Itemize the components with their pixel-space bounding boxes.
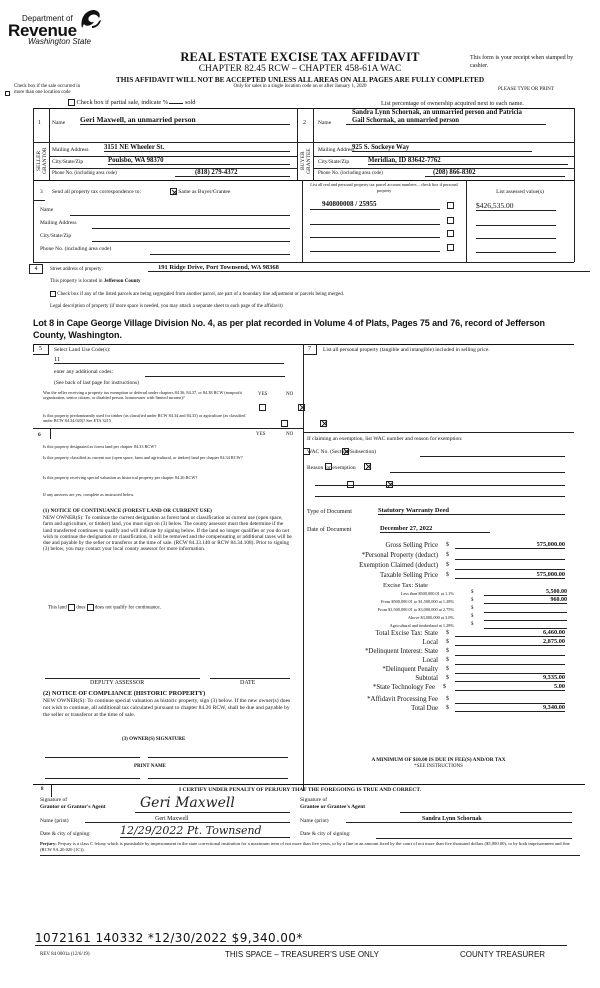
doc-type-label: Type of Document <box>307 509 352 515</box>
additional-codes-label: enter any additional codes: <box>54 369 114 375</box>
section3-city-field[interactable] <box>92 241 290 242</box>
section6-number: 6 <box>38 432 41 438</box>
total-excise-state-field[interactable]: 6,460.00 <box>455 629 565 637</box>
no-checkbox[interactable] <box>298 404 305 411</box>
total-due-field[interactable]: 9,340.00 <box>455 704 565 712</box>
grantee-date-field[interactable] <box>376 838 572 839</box>
does-label: does <box>76 605 86 611</box>
grantor-signature[interactable]: Geri Maxwell <box>140 795 235 811</box>
calc-row: Local $ <box>303 657 574 666</box>
yes-header: YES <box>256 432 266 437</box>
date-label: DATE <box>240 680 256 686</box>
personal-property-checkbox[interactable] <box>447 202 454 209</box>
multi-location-label: Check box if the sale occurred in more than one location code <box>14 84 81 95</box>
buyer-name-line1[interactable]: Sandra Lynn Schornak, an unmarried person and Patricia <box>352 109 522 116</box>
continuance-row <box>48 604 161 611</box>
no-checkbox[interactable] <box>320 420 327 427</box>
county-prefix: This property is located in <box>50 279 103 284</box>
technology-fee-field[interactable]: 5.00 <box>455 683 565 691</box>
calc-row: Above $3,000,000 at 3.0% $ <box>303 614 574 622</box>
current-use-question: Is this property classified as current use (open space, farm and agricultural, or timber) land per chapter 84.34 RCW? <box>43 455 243 460</box>
reason-field[interactable] <box>390 472 565 473</box>
logo-revenue-text: Revenue <box>8 21 77 40</box>
personal-property-field[interactable] <box>455 551 565 560</box>
segregated-checkbox[interactable] <box>50 291 56 297</box>
does-checkbox[interactable] <box>68 604 75 611</box>
land-use-instructions: (See back of last page for instructions) <box>54 380 139 386</box>
legal-description-line2[interactable]: County, Washington. <box>33 330 122 340</box>
buyer-city-label: City/State/Zip <box>318 159 350 165</box>
parcel-number-field[interactable] <box>310 215 440 225</box>
taxable-selling-price-field[interactable]: 575,000.00 <box>455 571 565 579</box>
owner-signature-label: (3) OWNER(S) SIGNATURE <box>122 737 186 742</box>
seller-mailing-label: Mailing Address <box>52 147 89 153</box>
logo-department-text: Department of <box>22 14 73 23</box>
land-use-field[interactable]: 11 <box>54 356 284 364</box>
section7-number: 7 <box>303 345 317 355</box>
notice-continuance-title: (1) NOTICE OF CONTINUANCE (FOREST LAND OR CURRENT USE) <box>43 508 212 514</box>
assessed-value-field[interactable] <box>476 229 556 239</box>
see-instructions-note: *SEE INSTRUCTIONS <box>414 764 463 769</box>
doc-date-field[interactable]: December 27, 2022 <box>380 525 490 533</box>
if-yes-note: If any answers are yes, complete as instructed below. <box>43 492 135 497</box>
seller-phone-label: Phone No. (including area code) <box>52 171 117 176</box>
section3-mailing-field[interactable] <box>92 228 290 229</box>
exemption-label: If claiming an exemption, list WAC number and reason for exemption: <box>307 436 463 442</box>
land-use-label: Select Land Use Code(s): <box>54 347 111 353</box>
form-title: REAL ESTATE EXCISE TAX AFFIDAVIT <box>180 50 420 64</box>
parcel-row <box>310 200 460 210</box>
seller-section-number: 1 <box>38 120 41 126</box>
section3-number: 3 <box>40 189 43 195</box>
logo-state-text: Washington State <box>28 37 92 46</box>
calc-row: *State Technology Fee $ 5.00 <box>372 683 565 691</box>
receipt-note: This form is your receipt when stamped by cashier. <box>470 55 574 69</box>
section3-label: Send all property tax correspondence to: <box>52 189 142 195</box>
section3-name-field[interactable] <box>70 215 290 216</box>
assessed-value-field[interactable] <box>476 243 556 253</box>
calc-row: Agricultural and timberland at 1.28% $ <box>303 622 574 630</box>
deputy-assessor-label: DEPUTY ASSESSOR <box>90 680 145 686</box>
partial-sale-percent-field[interactable] <box>169 103 183 104</box>
grantor-signature-label1: Signature of <box>40 797 68 803</box>
historical-question: Is this property receiving special valuation as historical property per chapter 84.26 RCW? <box>43 475 198 480</box>
assessor-date-line[interactable] <box>210 678 290 679</box>
buyer-mailing-field[interactable]: 925 S. Sockeye Way <box>352 144 532 152</box>
parcel-number-field[interactable] <box>310 242 440 252</box>
print-name-line[interactable] <box>148 778 288 779</box>
seller-city-field[interactable]: Poulsbo, WA 98370 <box>108 157 290 165</box>
section3-phone-label: Phone No. (including area code) <box>40 246 112 252</box>
personal-property-checkbox[interactable] <box>447 230 454 237</box>
print-name-label: PRINT NAME <box>134 764 166 769</box>
does-not-label: does not qualify for continuance. <box>94 605 161 611</box>
assessed-header: List assessed value(s) <box>496 189 544 195</box>
parcel-row <box>310 228 460 238</box>
print-name-line[interactable] <box>45 778 140 779</box>
form-id: REV 84 0001a (12/6/19) <box>40 952 90 957</box>
street-label: Street address of property: <box>50 267 103 272</box>
does-not-checkbox[interactable] <box>87 604 94 611</box>
county-value: Jefferson County <box>103 279 141 284</box>
owner-signature-line[interactable] <box>45 757 140 758</box>
calc-row: Taxable Selling Price $ 575,000.00 <box>379 571 565 579</box>
buyer-side-label: BUYER GRANTEE <box>300 148 312 174</box>
no-checkbox[interactable] <box>364 463 371 470</box>
county-row <box>50 279 141 284</box>
segregated-label: Check box if any of the listed parcels are being segregated from another parcel, are part of a boundary line adjustment or parcels being merged. <box>57 292 344 298</box>
calc-row: Total Due $ 9,340.00 <box>411 704 565 712</box>
calc-row: *Delinquent Interest: State $ <box>303 648 574 657</box>
form-warning: THIS AFFIDAVIT WILL NOT BE ACCEPTED UNLESS ALL AREAS ON ALL PAGES ARE FULLY COMPLETED <box>115 75 485 84</box>
parcel-row <box>310 242 460 252</box>
calc-row: Exemption Claimed (deduct) $ <box>303 561 574 571</box>
seller-city-label: City/State/Zip <box>52 159 84 165</box>
reason-field-line3[interactable] <box>315 496 565 497</box>
affidavit-processing-fee-field[interactable] <box>455 695 565 704</box>
additional-codes-field[interactable] <box>145 376 285 377</box>
multi-location-checkbox[interactable] <box>5 91 10 96</box>
segregated-row <box>50 291 344 297</box>
notice-compliance-title: (2) NOTICE OF COMPLIANCE (HISTORIC PROPERTY) <box>43 690 206 697</box>
seller-name-field[interactable]: Geri Maxwell, an unmarried person <box>80 115 290 125</box>
reason-label: Reason for exemption <box>307 465 356 471</box>
timber-question: Is this property predominantly used for timber (as classified under RCW 84.34 and 84.33) or agriculture (as classified under RCW 84.34.020)? See ETA 3215 <box>43 413 246 424</box>
grantee-signature-field[interactable] <box>400 812 572 813</box>
grantor-signature-label2: Grantor or Grantor's Agent <box>40 804 106 810</box>
delinquent-penalty-field[interactable] <box>455 665 565 674</box>
treasurer-use-label: THIS SPACE – TREASURER'S USE ONLY <box>225 950 380 959</box>
seller-mailing-field[interactable]: 3151 NE Wheeler St. <box>104 144 290 152</box>
same-as-buyer-row <box>170 188 230 195</box>
grantor-date-field[interactable]: 12/29/2022 Pt. Townsend <box>120 824 290 838</box>
owner-signature-line[interactable] <box>148 757 288 758</box>
seller-name-label: Name <box>52 120 66 126</box>
calc-row: Subtotal $ 9,335.00 <box>415 674 565 682</box>
delinquent-interest-local-field[interactable] <box>455 656 565 665</box>
perjury-notice: Perjury: Perjury is a class C felony which is punishable by imprisonment in the state correctional institution for a maximum term of not more than five years, or by a fine in an amount fixed by the court of not more than five thousand dollars ($5,000.00), or by both imprisonment and fine (RCW 9A.20.020 (1C)). <box>40 841 570 852</box>
buyer-name-line2[interactable]: Gail Schornak, an unmarried person <box>346 117 546 125</box>
tax-tier3-field[interactable] <box>484 605 567 613</box>
personal-property-label: List all personal property (tangible and intangible) included in selling price. <box>323 347 490 353</box>
this-land-label: This land <box>48 605 67 611</box>
certify-statement: I CERTIFY UNDER PENALTY OF PERJURY THAT THE FOREGOING IS TRUE AND CORRECT. <box>178 787 421 793</box>
grantee-signature-label2: Grantee or Grantee's Agent <box>300 804 366 810</box>
buyer-phone-label: Phone No. (including area code) <box>318 171 383 176</box>
buyer-city-field[interactable]: Meridian, ID 83642-7762 <box>368 157 568 165</box>
tax-tier4-field[interactable] <box>484 613 567 621</box>
gross-selling-price-field[interactable]: 575,000.00 <box>455 541 565 549</box>
divider <box>33 180 574 181</box>
tax-tier2-field[interactable]: 960.00 <box>484 597 567 604</box>
legal-description-label: Legal description of property (if more space is needed, you may attach a separate sheet to each page of the affidavit) <box>50 304 283 309</box>
form-only-note: Only for sales in a single location code on or after January 1, 2020 <box>233 84 367 89</box>
parcel-number-field[interactable]: 940800008 / 25955 <box>310 200 440 210</box>
section4-number: 4 <box>29 264 43 274</box>
calc-row: From $500,000.01 to $1,500,000 at 1.28% $ 960.00 <box>380 597 567 604</box>
section3-name-label: Name <box>40 207 54 213</box>
subtotal-field[interactable]: 9,335.00 <box>455 674 565 682</box>
calc-row: From $1,500,000.01 to $3,000,000 at 2.75% $ <box>303 606 574 614</box>
partial-sale-checkbox[interactable] <box>68 99 75 106</box>
personal-property-checkbox[interactable] <box>447 244 454 251</box>
same-as-buyer-label: Same as Buyer/Grantee <box>178 188 231 195</box>
grantee-name-field[interactable]: Sandra Lynn Schornak <box>346 816 572 823</box>
calc-row: Less than $500,000.01 at 1.1% $ 5,500.00 <box>400 589 567 596</box>
parcel-number-field[interactable] <box>310 228 440 238</box>
section5-number: 5 <box>33 345 49 355</box>
parcel-row <box>310 215 460 225</box>
partial-sale-row <box>68 99 195 106</box>
grantee-name-label: Name (print) <box>300 818 329 824</box>
notice-compliance-body: NEW OWNER(S): To continue special valuation as historic property, sign (3) below. If the new owner(s) does not wish to continue, all additional tax calculated pursuant to chapter 84.26 RCW, shall be due and payable by the seller or transferor at the time of sale. <box>43 698 291 718</box>
buyer-section-number: 2 <box>303 120 306 126</box>
calc-row: *Affidavit Processing Fee $ <box>303 696 574 705</box>
delinquent-interest-state-field[interactable] <box>455 647 565 656</box>
partial-sale-label: Check box if partial sale, indicate % <box>76 99 168 106</box>
calc-row: *Personal Property (deduct) $ <box>303 551 574 561</box>
calc-row: Gross Selling Price $ 575,000.00 <box>385 541 565 549</box>
tax-calculation-table <box>303 541 574 714</box>
exemption-claimed-field[interactable] <box>455 561 565 570</box>
calc-row: *Delinquent Penalty $ <box>303 666 574 675</box>
calc-row: Total Excise Tax: State $ 6,460.00 <box>375 629 565 637</box>
yes-checkbox[interactable] <box>259 404 266 411</box>
ownership-note: List percentage of ownership acquired next to each name. <box>381 100 524 107</box>
doc-type-field[interactable]: Statutory Warranty Deed <box>378 507 565 515</box>
tax-agricultural-field[interactable] <box>484 621 567 629</box>
grantor-name-field[interactable]: Geri Maxwell <box>85 816 290 823</box>
minimum-fee-note: A MINIMUM OF $10.00 IS DUE IN FEE(S) AND/OR TAX <box>371 757 506 763</box>
same-as-buyer-checkbox[interactable] <box>170 188 177 195</box>
grantor-date-label: Date & city of signing: <box>40 831 91 837</box>
excise-tax-state-heading: Excise Tax: State <box>383 582 428 589</box>
section8-number: 8 <box>41 787 44 792</box>
grantor-name-label: Name (print) <box>40 818 69 824</box>
notice-continuance-body: NEW OWNER(S): To continue the current designation as forest land or classification as current use (open space, farm and agriculture, or timber) land, you must sign on (3) below. The county assessor must then determine if the land transferred continues to qualify and will indicate by signing below. If the land no longer qualifies or you do not wish to continue the designation or classification, it will be removed and the compensating or additional taxes will be due and payable by the seller or transferor at the time of sale. (RCW 84.33.140 or RCW 84.34.108). Prior to signing (3) below, you may contact your local county assessor for more information. <box>43 515 292 553</box>
grantee-signature-label1: Signature of <box>300 797 328 803</box>
please-type-note: PLEASE TYPE OR PRINT <box>498 87 554 92</box>
section3-city-label: City/State/Zip <box>40 233 72 239</box>
no-header: NO <box>286 432 294 437</box>
yes-header: YES <box>258 392 268 397</box>
reason-field-line2[interactable] <box>315 485 565 486</box>
forest-land-question: Is this property designated as forest land per chapter 84.33 RCW? <box>43 444 157 449</box>
doc-date-label: Date of Document <box>307 527 352 533</box>
legal-description-line1[interactable]: Lot 8 in Cape George Village Division No. 4, as per plat recorded in Volume 4 of Plats, Pages 75 and 76, record of Jefferson <box>33 318 545 328</box>
buyer-mailing-label: Mailing Address <box>318 147 355 153</box>
partial-sale-suffix: sold <box>184 99 196 106</box>
treasurer-stamp: 1072161 140332 *12/30/2022 $9,340.00* <box>35 931 303 945</box>
calc-row: Local $ 2,875.00 <box>422 638 565 646</box>
county-treasurer-label: COUNTY TREASURER <box>460 950 546 959</box>
street-address-field[interactable]: 191 Ridge Drive, Port Townsend, WA 98368 <box>148 264 590 272</box>
total-excise-local-field[interactable]: 2,875.00 <box>455 638 565 646</box>
no-header: NO <box>286 392 294 397</box>
assessed-value-field[interactable]: $426,535.00 <box>476 201 556 211</box>
dor-logo-icon <box>78 8 102 32</box>
grantee-date-label: Date & city of signing: <box>300 831 351 837</box>
section3-mailing-label: Mailing Address <box>40 220 77 226</box>
seller-side-label: SELLER GRANTOR <box>36 147 48 175</box>
assessed-value-field[interactable] <box>476 216 556 226</box>
deputy-assessor-signature-line[interactable] <box>45 678 200 679</box>
buyer-phone-field[interactable]: (208) 866-8302 <box>425 169 565 177</box>
exemption-question: Was the seller receiving a property tax exemption or deferral under chapters 84.36, 84.37, or 84.38 RCW (nonprofit organization, senior citizen, or disabled person, homeowner with limited income)? <box>43 390 242 401</box>
yes-checkbox[interactable] <box>281 420 288 427</box>
tax-tier1-field[interactable]: 5,500.00 <box>484 589 567 596</box>
parcels-header: List all real and personal property tax parcel account numbers – check box if personal property <box>310 182 458 193</box>
section3-phone-field[interactable] <box>150 254 290 255</box>
form-subtitle: CHAPTER 82.45 RCW – CHAPTER 458-61A WAC <box>198 64 402 74</box>
wac-label: WAC No. (Section/Subsection) <box>307 449 376 455</box>
buyer-name-label: Name <box>318 120 332 126</box>
wac-field[interactable] <box>420 456 565 457</box>
personal-property-checkbox[interactable] <box>447 217 454 224</box>
seller-phone-field[interactable]: (818) 279-4372 <box>175 169 290 177</box>
